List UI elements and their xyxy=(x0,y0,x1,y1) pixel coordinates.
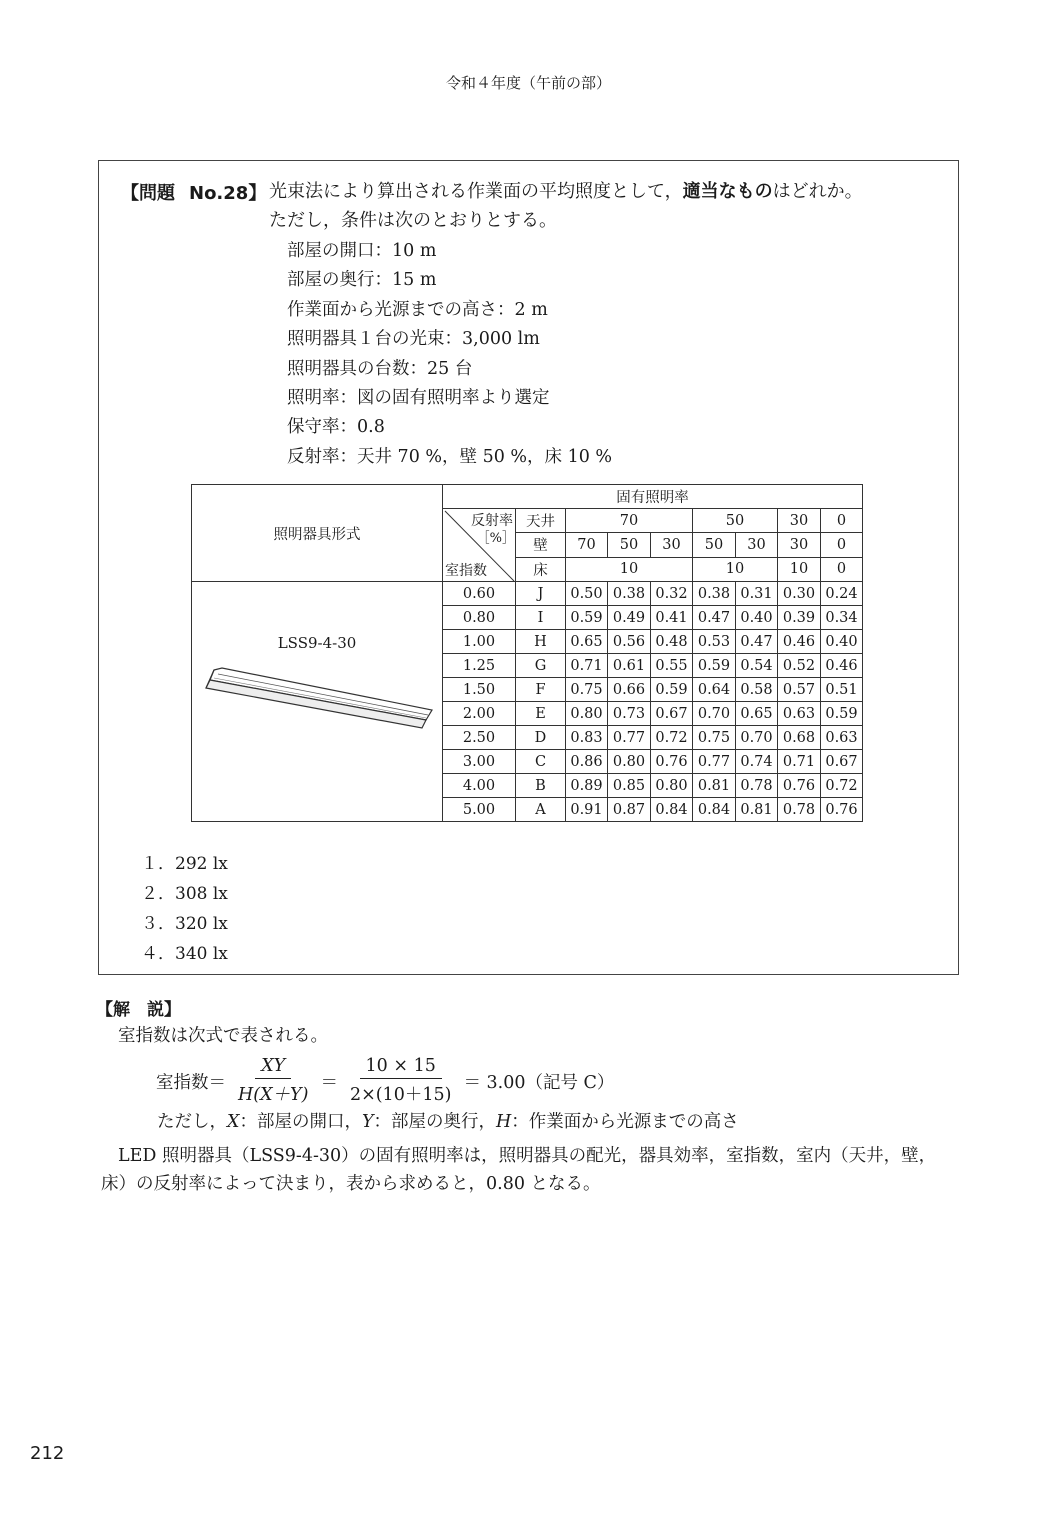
utilization-value-cell: 0.71 xyxy=(778,750,821,774)
utilization-value-cell: 0.83 xyxy=(566,726,608,750)
condition-item: 保守率：0.8 xyxy=(287,417,385,438)
fixture-header: 照明器具形式 xyxy=(192,485,443,582)
wall-value: 30 xyxy=(651,533,693,557)
utilization-value-cell: 0.40 xyxy=(736,606,778,630)
var-y: Y xyxy=(361,1112,374,1132)
room-index-cell: 0.80 xyxy=(443,606,516,630)
question-line1-a: 光束法により算出される作業面の平均照度として， xyxy=(269,181,683,202)
fixture-cell xyxy=(192,582,443,822)
symbol-cell: E xyxy=(516,702,566,726)
symbol-cell: B xyxy=(516,774,566,798)
fraction-denominator: H(X＋Y) xyxy=(238,1085,309,1105)
floor-label: 床 xyxy=(516,557,566,581)
utilization-value-cell: 0.59 xyxy=(693,654,736,678)
utilization-value-cell: 0.81 xyxy=(693,774,736,798)
utilization-value-cell: 0.47 xyxy=(693,606,736,630)
wall-value: 50 xyxy=(608,533,651,557)
symbol-cell: D xyxy=(516,726,566,750)
utilization-value-cell: 0.80 xyxy=(608,750,651,774)
utilization-value-cell: 0.31 xyxy=(736,582,778,606)
question-label-prefix: 【問題 xyxy=(121,183,175,204)
condition-item: 照明率：図の固有照明率より選定 xyxy=(287,388,550,409)
utilization-value-cell: 0.59 xyxy=(821,702,863,726)
utilization-value-cell: 0.80 xyxy=(651,774,693,798)
utilization-value-cell: 0.75 xyxy=(693,726,736,750)
room-index-cell: 3.00 xyxy=(443,750,516,774)
ceiling-value: 70 xyxy=(566,509,693,533)
wall-value: 30 xyxy=(778,533,821,557)
formula-result: ＝ 3.00（記号 C） xyxy=(463,1072,615,1093)
room-index-cell: 1.00 xyxy=(443,630,516,654)
utilization-value-cell: 0.50 xyxy=(566,582,608,606)
room-index-cell: 2.50 xyxy=(443,726,516,750)
utilization-value-cell: 0.57 xyxy=(778,678,821,702)
room-index-cell: 0.60 xyxy=(443,582,516,606)
explanation-title: 【解 説】 xyxy=(96,1000,181,1020)
utilization-value-cell: 0.77 xyxy=(693,750,736,774)
question-label xyxy=(121,179,266,205)
condition-item: 部屋の開口：10 m xyxy=(287,241,437,261)
utilization-value-cell: 0.84 xyxy=(693,798,736,822)
utilization-value-cell: 0.74 xyxy=(736,750,778,774)
utilization-value-cell: 0.59 xyxy=(651,678,693,702)
symbol-cell: C xyxy=(516,750,566,774)
utilization-value-cell: 0.61 xyxy=(608,654,651,678)
var-x: X xyxy=(227,1112,240,1132)
room-index-cell: 1.25 xyxy=(443,654,516,678)
note-text: ：部屋の開口， xyxy=(239,1112,362,1132)
utilization-value-cell: 0.46 xyxy=(778,630,821,654)
utilization-value-cell: 0.64 xyxy=(693,678,736,702)
symbol-cell: A xyxy=(516,798,566,822)
room-index-label: 室指数 xyxy=(445,563,487,579)
utilization-value-cell: 0.76 xyxy=(778,774,821,798)
page-header: 令和４年度（午前の部） xyxy=(445,74,611,92)
explanation-line3: LED 照明器具（LSS9-4-30）の固有照明率は，照明器具の配光，器具効率，室指数，室内（天井，壁， xyxy=(118,1146,937,1166)
wall-value: 0 xyxy=(821,533,863,557)
var-h: H xyxy=(496,1112,512,1132)
utilization-value-cell: 0.38 xyxy=(608,582,651,606)
fraction-symbolic xyxy=(232,1056,314,1106)
utilization-value-cell: 0.81 xyxy=(736,798,778,822)
condition-item: 反射率：天井 70 %，壁 50 %，床 10 % xyxy=(287,446,613,467)
floor-value: 10 xyxy=(693,557,778,581)
floor-value: 10 xyxy=(566,557,693,581)
symbol-cell: F xyxy=(516,678,566,702)
room-index-cell: 5.00 xyxy=(443,798,516,822)
condition-item: 部屋の奥行：15 m xyxy=(287,270,437,291)
page-number: 212 xyxy=(30,1443,65,1464)
symbol-cell: J xyxy=(516,582,566,606)
utilization-value-cell: 0.40 xyxy=(821,630,863,654)
utilization-value-cell: 0.78 xyxy=(778,798,821,822)
question-number: No.28】 xyxy=(189,183,267,204)
utilization-value-cell: 0.72 xyxy=(651,726,693,750)
wall-value: 30 xyxy=(736,533,778,557)
utilization-value-cell: 0.70 xyxy=(693,702,736,726)
wall-value: 50 xyxy=(693,533,736,557)
question-line2: ただし，条件は次のとおりとする。 xyxy=(269,210,557,231)
utilization-value-cell: 0.65 xyxy=(566,630,608,654)
room-index-cell: 4.00 xyxy=(443,774,516,798)
utilization-value-cell: 0.66 xyxy=(608,678,651,702)
question-text xyxy=(269,177,863,235)
utilization-value-cell: 0.47 xyxy=(736,630,778,654)
utilization-value-cell: 0.80 xyxy=(566,702,608,726)
utilization-value-cell: 0.63 xyxy=(821,726,863,750)
ceiling-value: 0 xyxy=(821,509,863,533)
choice-item: １．292 lx xyxy=(141,854,228,874)
choice-item: ４．340 lx xyxy=(141,944,228,964)
question-line1-bold: 適当なもの xyxy=(682,181,773,202)
fraction-numeric xyxy=(344,1056,458,1106)
utilization-value-cell: 0.58 xyxy=(736,678,778,702)
symbol-cell: I xyxy=(516,606,566,630)
wall-label: 壁 xyxy=(516,533,566,557)
utilization-value-cell: 0.75 xyxy=(566,678,608,702)
formula-lhs: 室指数＝ xyxy=(156,1072,226,1093)
utilization-value-cell: 0.87 xyxy=(608,798,651,822)
wall-value: 70 xyxy=(566,533,608,557)
utilization-value-cell: 0.72 xyxy=(821,774,863,798)
utilization-value-cell: 0.54 xyxy=(736,654,778,678)
utilization-value-cell: 0.30 xyxy=(778,582,821,606)
question-box xyxy=(98,160,959,975)
fraction-numerator: XY xyxy=(255,1056,291,1079)
ceiling-value: 30 xyxy=(778,509,821,533)
ceiling-value: 50 xyxy=(693,509,778,533)
utilization-value-cell: 0.41 xyxy=(651,606,693,630)
note-text: ：作業面から光源までの高さ xyxy=(511,1112,739,1132)
table-title: 固有照明率 xyxy=(443,485,863,509)
condition-item: 作業面から光源までの高さ：2 m xyxy=(287,299,548,320)
utilization-value-cell: 0.85 xyxy=(608,774,651,798)
utilization-value-cell: 0.91 xyxy=(566,798,608,822)
floor-value: 0 xyxy=(821,557,863,581)
utilization-value-cell: 0.67 xyxy=(821,750,863,774)
utilization-value-cell: 0.63 xyxy=(778,702,821,726)
utilization-value-cell: 0.67 xyxy=(651,702,693,726)
utilization-value-cell: 0.53 xyxy=(693,630,736,654)
explanation-line1: 室指数は次式で表される。 xyxy=(118,1026,328,1046)
choices-list xyxy=(141,849,228,969)
question-line1-b: はどれか。 xyxy=(772,181,863,202)
utilization-value-cell: 0.76 xyxy=(651,750,693,774)
equals-sign: ＝ xyxy=(320,1072,338,1093)
fraction-denominator: 2×(10＋15) xyxy=(349,1085,452,1105)
fixture-name: LSS9-4-30 xyxy=(277,634,357,652)
conditions-list xyxy=(287,237,612,472)
utilization-value-cell: 0.51 xyxy=(821,678,863,702)
utilization-value-cell: 0.24 xyxy=(821,582,863,606)
utilization-value-cell: 0.52 xyxy=(778,654,821,678)
utilization-value-cell: 0.84 xyxy=(651,798,693,822)
percent-label: ［%］ xyxy=(476,531,515,546)
utilization-table xyxy=(191,484,863,822)
utilization-value-cell: 0.56 xyxy=(608,630,651,654)
choice-item: ３．320 lx xyxy=(141,914,228,934)
room-index-cell: 2.00 xyxy=(443,702,516,726)
utilization-value-cell: 0.86 xyxy=(566,750,608,774)
ceiling-label: 天井 xyxy=(516,509,566,533)
utilization-value-cell: 0.71 xyxy=(566,654,608,678)
table-body xyxy=(192,582,863,822)
utilization-value-cell: 0.49 xyxy=(608,606,651,630)
utilization-value-cell: 0.32 xyxy=(651,582,693,606)
symbol-cell: G xyxy=(516,654,566,678)
utilization-value-cell: 0.73 xyxy=(608,702,651,726)
fraction-numerator: 10 × 15 xyxy=(360,1056,442,1079)
explanation-note xyxy=(157,1108,739,1133)
room-index-formula xyxy=(156,1056,614,1106)
utilization-value-cell: 0.59 xyxy=(566,606,608,630)
utilization-value-cell: 0.68 xyxy=(778,726,821,750)
symbol-cell: H xyxy=(516,630,566,654)
led-fixture-icon xyxy=(200,666,436,736)
reflect-label: 反射率 xyxy=(471,513,513,529)
condition-item: 照明器具の台数：25 台 xyxy=(287,358,473,379)
utilization-value-cell: 0.55 xyxy=(651,654,693,678)
note-text: ：部屋の奥行， xyxy=(373,1112,497,1132)
choice-item: ２．308 lx xyxy=(141,884,228,904)
utilization-value-cell: 0.77 xyxy=(608,726,651,750)
utilization-value-cell: 0.70 xyxy=(736,726,778,750)
utilization-value-cell: 0.46 xyxy=(821,654,863,678)
table-row xyxy=(192,582,863,606)
utilization-value-cell: 0.38 xyxy=(693,582,736,606)
room-index-cell: 1.50 xyxy=(443,678,516,702)
explanation-line4: 床）の反射率によって決まり，表から求めると，0.80 となる。 xyxy=(101,1174,601,1194)
utilization-value-cell: 0.39 xyxy=(778,606,821,630)
utilization-value-cell: 0.65 xyxy=(736,702,778,726)
utilization-value-cell: 0.89 xyxy=(566,774,608,798)
diagonal-header-cell xyxy=(443,509,516,582)
utilization-value-cell: 0.78 xyxy=(736,774,778,798)
note-text: ただし， xyxy=(157,1112,227,1132)
utilization-value-cell: 0.76 xyxy=(821,798,863,822)
condition-item: 照明器具１台の光束：3,000 lm xyxy=(287,329,540,350)
utilization-value-cell: 0.48 xyxy=(651,630,693,654)
floor-value: 10 xyxy=(778,557,821,581)
utilization-value-cell: 0.34 xyxy=(821,606,863,630)
